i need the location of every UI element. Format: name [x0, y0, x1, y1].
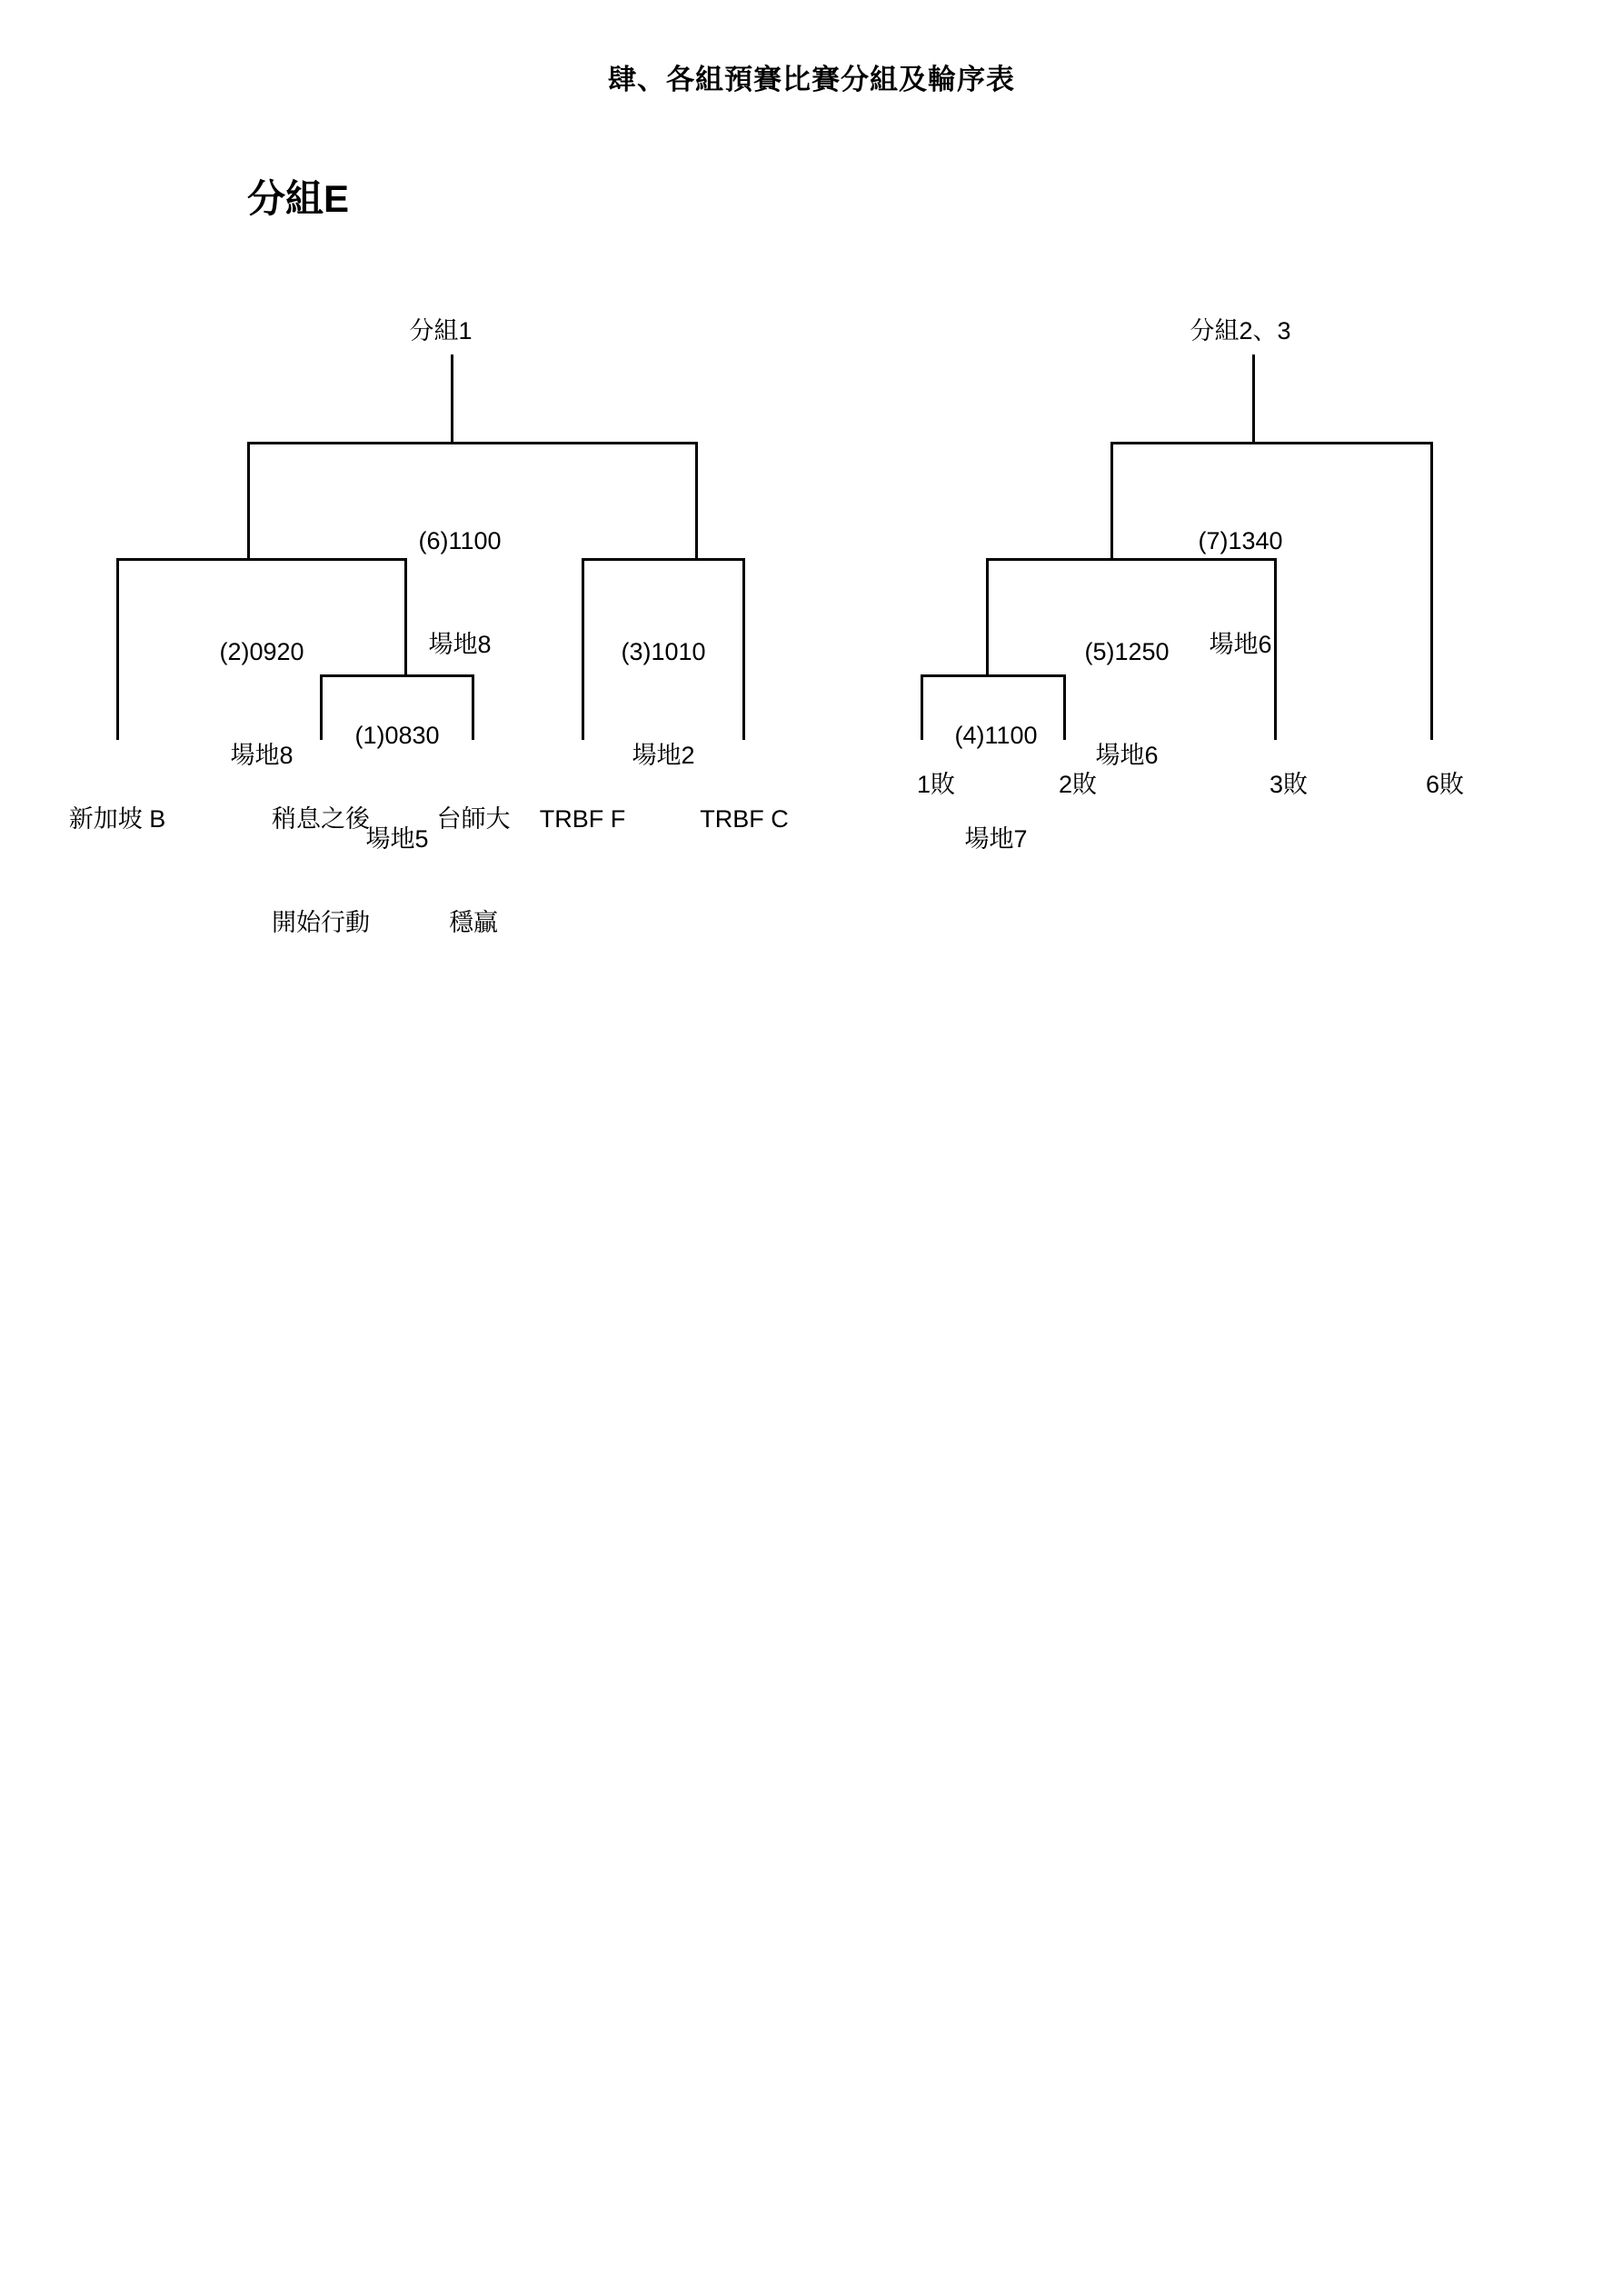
- connector-left-m3-bar: [582, 558, 745, 561]
- team-left-4: [500, 733, 665, 974]
- match-right-m4-line2: 場地7: [964, 825, 1028, 853]
- match-left-m1-line2: 場地5: [365, 825, 429, 853]
- match-right-m4-line1: (4)1100: [954, 722, 1038, 749]
- connector-left-m6-leg-left: [247, 442, 250, 560]
- group-heading: 分組E: [247, 177, 350, 220]
- connector-right-m7-bar: [1110, 442, 1433, 444]
- team-right-2: [1005, 733, 1123, 836]
- match-left-m6-line1: (6)1100: [418, 527, 502, 554]
- connector-left-m2-leg-left: [116, 558, 119, 740]
- connector-left-root-stem: [451, 354, 453, 444]
- connector-right-m7-leg-right: [1430, 442, 1433, 740]
- team-left-2-line2: 開始行動: [272, 909, 370, 936]
- match-left-m3-line2: 場地2: [632, 742, 695, 769]
- connector-left-m6-leg-right: [695, 442, 698, 560]
- connector-left-m2-bar: [116, 558, 407, 561]
- match-left-m3-line1: (3)1010: [621, 638, 706, 665]
- match-right-m7-line1: (7)1340: [1198, 527, 1283, 554]
- team-left-5-line1: TRBF C: [700, 805, 789, 833]
- match-right-m5-line2: 場地6: [1095, 742, 1159, 769]
- team-left-3-line2: 穩贏: [449, 909, 498, 936]
- connector-right-root-stem: [1252, 354, 1255, 444]
- team-left-4-line1: TRBF F: [539, 805, 626, 833]
- left-bracket-header: 分組1: [409, 317, 473, 344]
- connector-left-m6-bar: [247, 442, 698, 444]
- match-left-m2-line2: 場地8: [230, 742, 294, 769]
- connector-right-m5-leg-right: [1274, 558, 1277, 740]
- team-right-2-line1: 2敗: [1058, 771, 1098, 798]
- page-title: 肆、各組預賽比賽分組及輪序表: [608, 64, 1015, 95]
- match-left-m1-line1: (1)0830: [354, 722, 440, 749]
- match-right-m7-line2: 場地6: [1209, 631, 1272, 658]
- team-right-1: [863, 733, 981, 836]
- right-bracket-header: 分組2、3: [1190, 317, 1291, 344]
- team-left-5: [662, 733, 827, 974]
- team-left-2: [238, 733, 403, 1009]
- team-left-2-line1: 稍息之後: [272, 805, 370, 833]
- team-right-3-line1: 3敗: [1269, 771, 1309, 798]
- connector-right-m5-bar: [986, 558, 1277, 561]
- team-left-3-line1: 台師大: [436, 805, 511, 833]
- team-right-4-line1: 6敗: [1425, 771, 1465, 798]
- connector-right-m7-leg-left: [1110, 442, 1113, 560]
- team-right-4: [1372, 733, 1490, 836]
- team-left-1-line1: 新加坡 B: [68, 805, 166, 833]
- team-left-1: [35, 733, 200, 974]
- bracket-diagram: [0, 0, 1623, 936]
- match-left-m2-line1: (2)0920: [219, 638, 304, 665]
- team-right-3: [1216, 733, 1334, 836]
- match-left-m6-line2: 場地8: [428, 631, 492, 658]
- team-right-1-line1: 1敗: [916, 771, 956, 798]
- match-right-m5-line1: (5)1250: [1084, 638, 1170, 665]
